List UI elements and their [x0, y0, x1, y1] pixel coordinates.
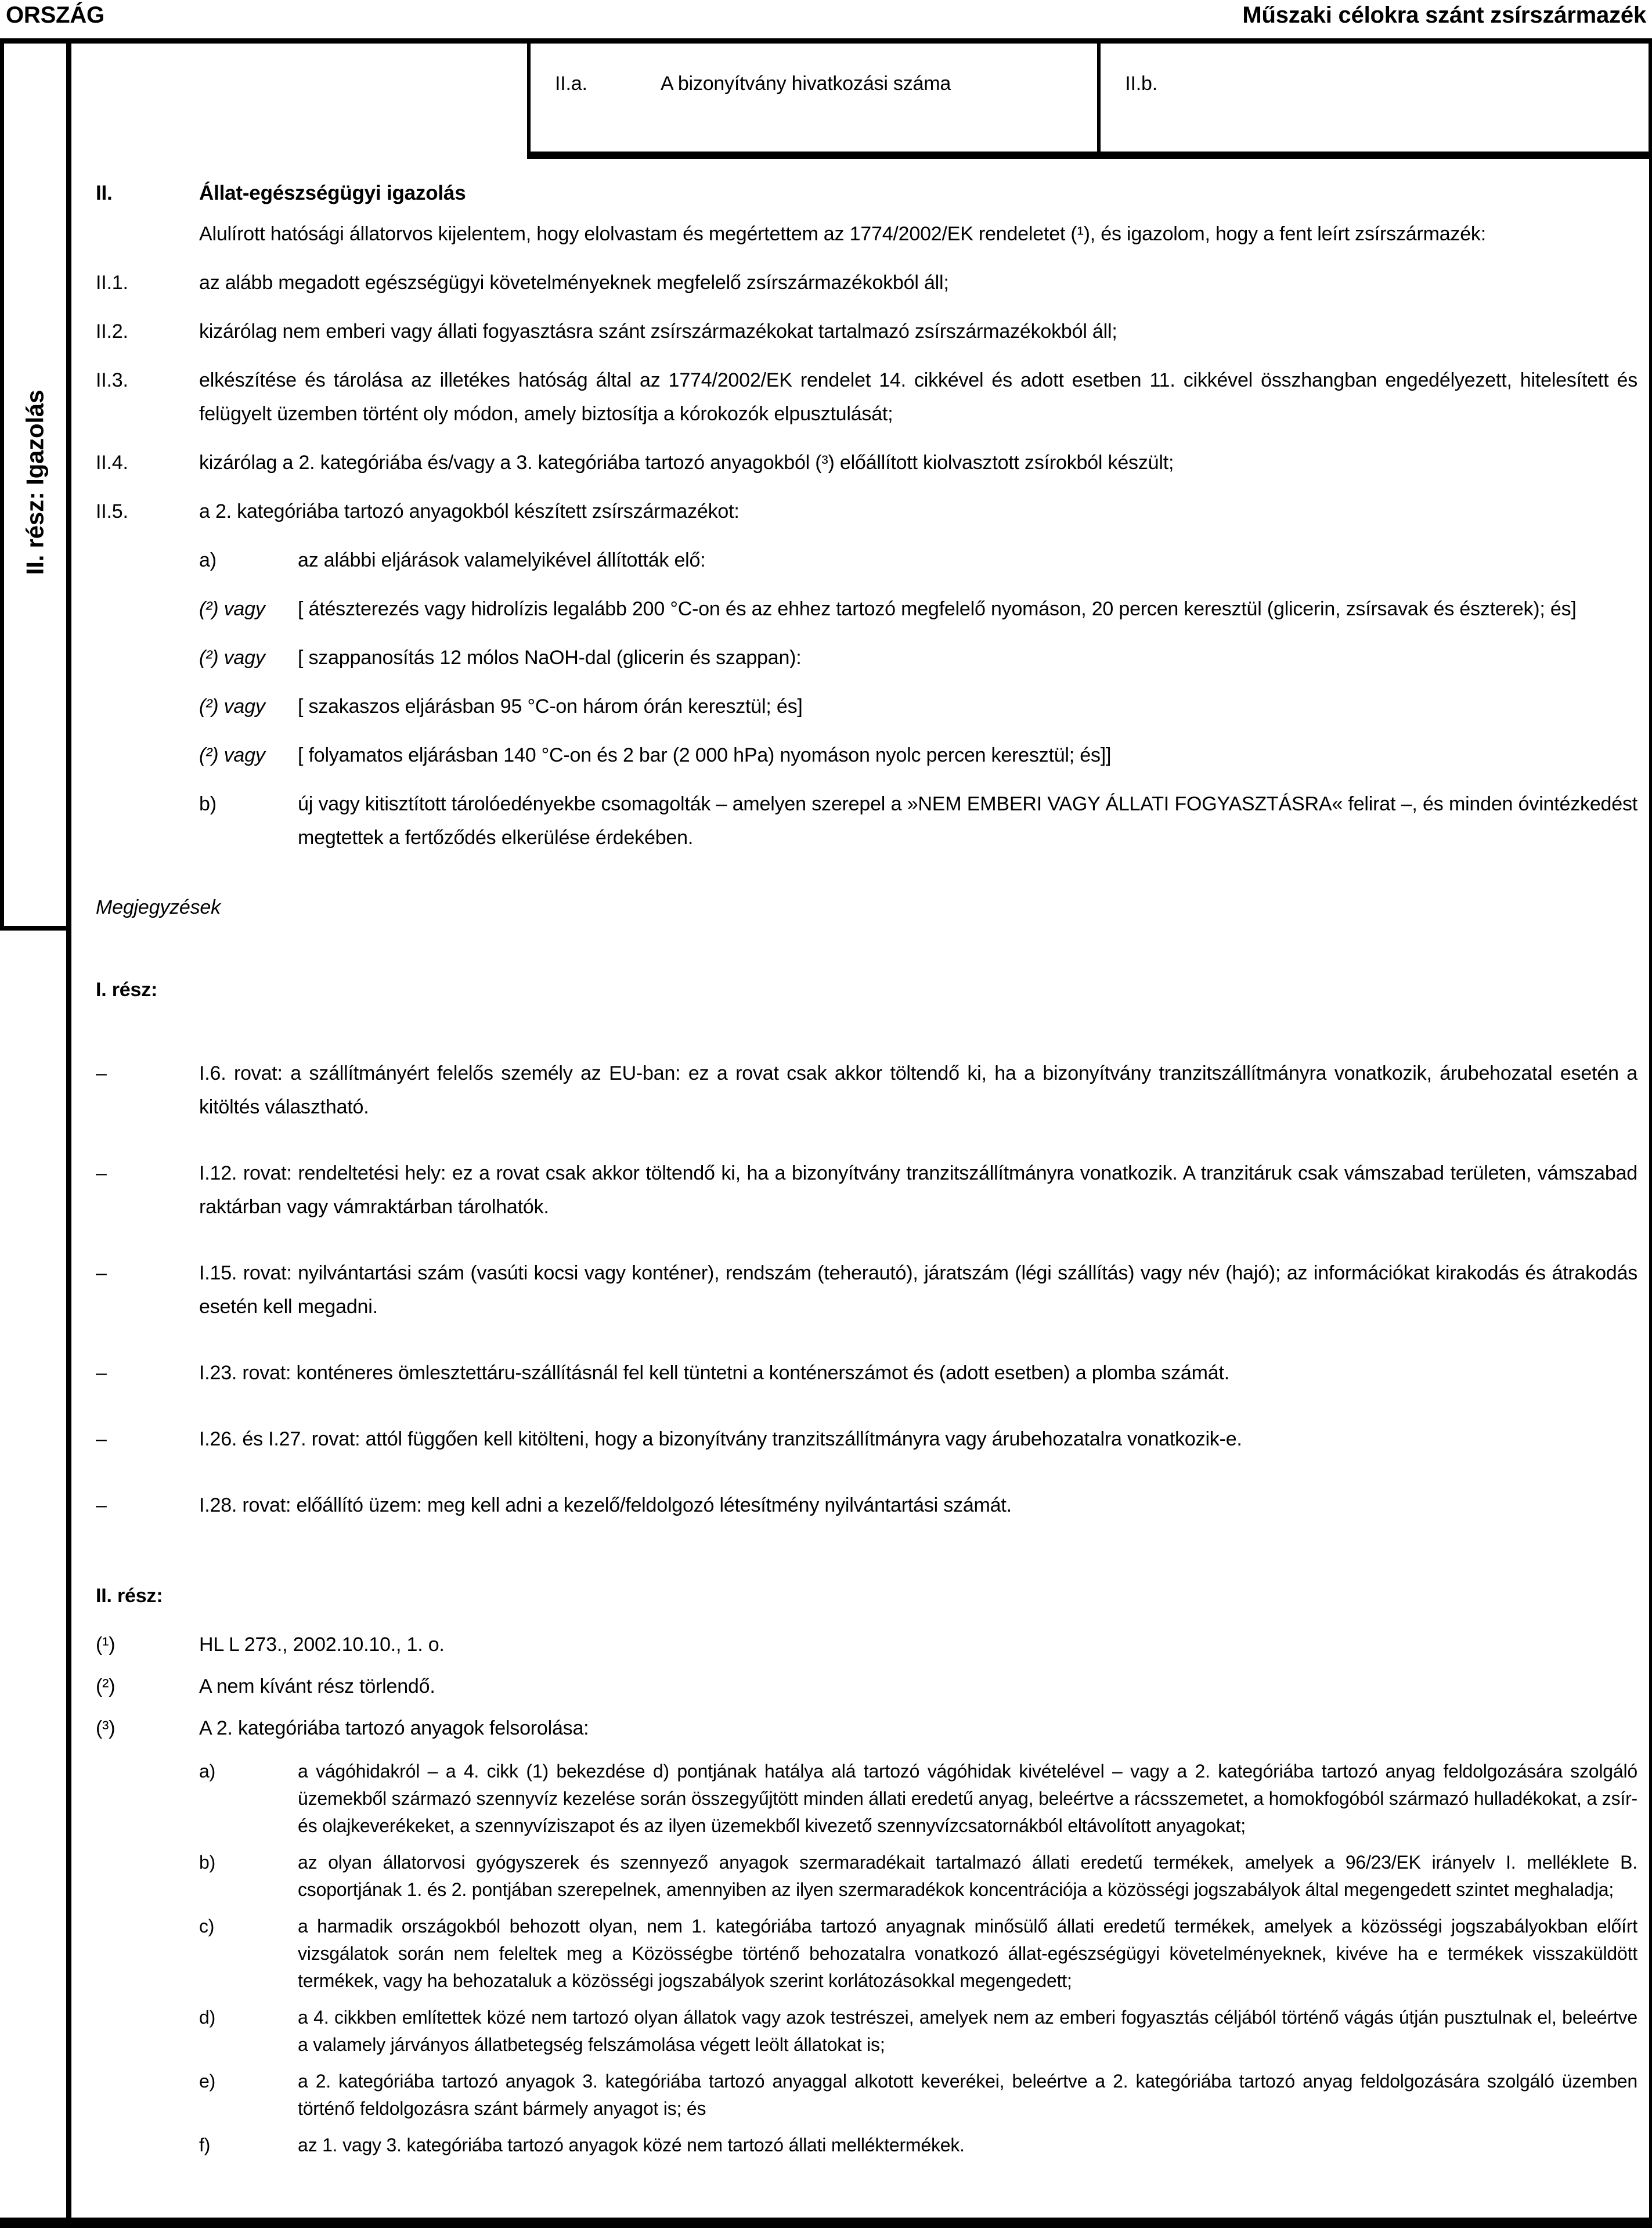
footnote-text: A nem kívánt rész törlendő.: [199, 1675, 435, 1697]
category2-item: [71, 1913, 1637, 1995]
part1-heading: I. rész:: [96, 979, 158, 1001]
note-item-text: I.15. rovat: nyilvántartási szám (vasúti kocsi vagy konténer), rendszám (teherautó), járatszám (légi szállítás) vagy név (hajó); az információkat kirakodás és átrakodás esetén kell megadni.: [199, 1262, 1637, 1318]
or-option: [71, 641, 1637, 675]
footnote-text: HL L 273., 2002.10.10., 1. o.: [199, 1634, 445, 1656]
note-item: [71, 1256, 1637, 1324]
or-option-text: [ szappanosítás 12 mólos NaOH-dal (glicerin és szappan):: [298, 647, 802, 669]
footnote: [71, 1628, 1637, 1661]
cert-item: [71, 266, 1637, 300]
note-item: [71, 1356, 1637, 1390]
footnote-marker: (³): [96, 1717, 116, 1739]
or-option-text: [ folyamatos eljárásban 140 °C-on és 2 bar (2 000 hPa) nyomáson nyolc percen keresztül; és]]: [298, 744, 1112, 766]
cert-subitem-a: [71, 543, 1637, 577]
cert-subitem-b-label: b): [199, 793, 217, 815]
ref-cell-iia: [531, 44, 1101, 152]
frame-bottom-rule: [0, 2218, 1652, 2228]
frame-left-rule: [66, 38, 71, 2228]
section-ii-number: II.: [96, 182, 113, 204]
document-title: Műszaki célokra szánt zsírszármazék: [1242, 2, 1646, 28]
sidebar-part-label: II. rész: Igazolás: [21, 390, 49, 575]
category2-item-label: a): [199, 1761, 216, 1782]
category2-item-text: az olyan állatorvosi gyógyszerek és szennyező anyagok szermaradékait tartalmazó állati eredetű termékek, amelyek a 96/23/EK irányelv I. melléklete B. csoportjának 1. és 2. pontjában szerepelnek, amennyiben az ilyen szermaradékok koncentrációja a közösségi jogszabályok által megengedett szintet meghaladja;: [298, 1852, 1637, 1900]
cert-item-text: az alább megadott egészségügyi követelményeknek megfelelő zsírszármazékokból áll;: [199, 272, 949, 294]
cert-item: [71, 315, 1637, 348]
notes-heading: Megjegyzések: [96, 896, 221, 918]
frame-right-rule: [1649, 38, 1652, 2228]
category2-item-label: e): [199, 2071, 216, 2092]
cert-item-number: II.4.: [96, 452, 128, 474]
or-option-label: (²) vagy: [199, 695, 265, 718]
cert-subitem-b-text: új vagy kitisztított tárolóedényekbe csomagolták – amelyen szerepel a »NEM EMBERI VAGY ÁLLATI FOGYASZTÁSRA« felirat –, és minden óvintézkedést megtettek a fertőződés elkerülése érdekében.: [298, 793, 1637, 849]
cert-item-number: II.5.: [96, 500, 128, 522]
footnote-marker: (¹): [96, 1634, 116, 1656]
cert-item: [71, 446, 1637, 480]
footnote-text: A 2. kategóriába tartozó anyagok felsorolása:: [199, 1717, 589, 1739]
note-item-text: I.6. rovat: a szállítmányért felelős személy az EU-ban: ez a rovat csak akkor töltendő ki, ha a bizonyítvány tranzitszállítmányra vonatkozik, árubehozatal esetén a kitöltés választható.: [199, 1062, 1637, 1118]
cert-item-number: II.1.: [96, 272, 128, 294]
or-option-label: (²) vagy: [199, 598, 265, 620]
section-ii-heading: [71, 176, 1637, 210]
cert-item-text: elkészítése és tárolása az illetékes hatóság által az 1774/2002/EK rendelet 14. cikkével és adott esetben 11. cikkével összhangban engedélyezett, hitelesített és felügyelt üzemben történt oly módon, amely biztosítja a kórokozók elpusztulását;: [199, 369, 1637, 425]
note-item: [71, 1422, 1637, 1456]
dash: –: [96, 1062, 107, 1084]
cert-item: [71, 495, 1637, 528]
ref-iib-label: II.b.: [1125, 73, 1157, 95]
ref-iia-text: A bizonyítvány hivatkozási száma: [661, 73, 951, 95]
category2-item: [71, 1849, 1637, 1903]
category2-item: [71, 1758, 1637, 1840]
or-option-label: (²) vagy: [199, 744, 265, 766]
cert-subitem-b: [71, 787, 1637, 855]
part2-heading: II. rész:: [96, 1585, 163, 1607]
or-option-text: [ átészterezés vagy hidrolízis legalább 200 °C-on és az ehhez tartozó megfelelő nyomáson, 20 percen keresztül (glicerin, zsírsavak és észterek); és]: [298, 598, 1577, 620]
dash: –: [96, 1362, 107, 1384]
category2-item-text: a 2. kategóriába tartozó anyagok 3. kategóriába tartozó anyaggal alkotott keverékei, beleértve a 2. kategóriába tartozó anyag feldolgozására szolgáló üzemben történő feldolgozásra szánt bármely anyagot is; és: [298, 2071, 1637, 2119]
category2-item-label: c): [199, 1916, 215, 1937]
note-item-text: I.23. rovat: konténeres ömlesztettáru-szállításnál fel kell tüntetni a konténerszámot és (adott esetben) a plomba számát.: [199, 1362, 1229, 1384]
dash: –: [96, 1494, 107, 1516]
or-option: [71, 690, 1637, 723]
cert-item: [71, 363, 1637, 431]
note-item: [71, 1488, 1637, 1522]
reference-number-table: [527, 38, 1652, 159]
footnote: [71, 1711, 1637, 1745]
category2-item-text: a harmadik országokból behozott olyan, nem 1. kategóriába tartozó anyagnak minősülő állati eredetű termékek, amelyek a közösségi jogszabályokban előírt vizsgálatok során nem feleltek meg a Közösségbe történő behozatalra vonatkozó állat-egészségügyi követelményeknek, kivéve ha e termékek visszaküldött termékek, vagy ha behozataluk a közösségi jogszabályok szerint korlátozásokkal megengedett;: [298, 1916, 1637, 1991]
or-option-text: [ szakaszos eljárásban 95 °C-on három órán keresztül; és]: [298, 695, 803, 718]
cert-item-text: kizárólag a 2. kategóriába és/vagy a 3. kategóriába tartozó anyagokból (³) előállított kiolvasztott zsírokból készült;: [199, 452, 1174, 474]
certification-intro-text: Alulírott hatósági állatorvos kijelentem, hogy elolvastam és megértettem az 1774/2002/EK rendeletet (¹), és igazolom, hogy a fent leírt zsírszármazék:: [199, 223, 1486, 245]
category2-item-label: d): [199, 2007, 216, 2028]
or-option: [71, 592, 1637, 626]
note-item: [71, 1156, 1637, 1224]
country-label: ORSZÁG: [6, 2, 104, 28]
category2-item: [71, 2132, 1637, 2159]
dash: –: [96, 1162, 107, 1184]
dash: –: [96, 1428, 107, 1450]
ref-iia-label: II.a.: [555, 73, 587, 95]
note-item-text: I.28. rovat: előállító üzem: meg kell adni a kezelő/feldolgozó létesítmény nyilvántartási számát.: [199, 1494, 1012, 1516]
cert-subitem-a-label: a): [199, 549, 217, 571]
category2-item-text: a vágóhidakról – a 4. cikk (1) bekezdése d) pontjának hatálya alá tartozó vágóhidak kivételével – vagy a 2. kategóriába tartozó anyag feldolgozására szolgáló üzemekből származó szennyvíz kezelése során összegyűjtött minden állati eredetű anyag, beleértve a rácsszemetet, a homokfogóból származó hulladékokat, a zsír- és olajkeverékeket, a szennyvíziszapot és az ilyen üzemekből kivezető szennyvízcsatornákból eltávolított anyagokat;: [298, 1761, 1637, 1836]
section-ii-title: Állat-egészségügyi igazolás: [199, 182, 466, 204]
cert-item-text: a 2. kategóriába tartozó anyagokból készített zsírszármazékot:: [199, 500, 740, 522]
certificate-body: [71, 159, 1646, 2214]
or-option-label: (²) vagy: [199, 647, 265, 669]
dash: –: [96, 1262, 107, 1284]
footnote-marker: (²): [96, 1675, 116, 1697]
category2-item: [71, 2068, 1637, 2122]
category2-item-text: a 4. cikkben említettek közé nem tartozó olyan állatok vagy azok testrészei, amelyek nem az emberi fogyasztás céljából történő vágás útján pusztulnak el, beleértve a valamely járványos állatbetegség felszámolása végett leölt állatokat is;: [298, 2007, 1637, 2055]
certification-intro: [71, 217, 1637, 251]
category2-item: [71, 2004, 1637, 2058]
cert-item-text: kizárólag nem emberi vagy állati fogyasztásra szánt zsírszármazékokat tartalmazó zsírszármazékokból áll;: [199, 320, 1117, 343]
ref-cell-iib: [1101, 44, 1649, 152]
footnote: [71, 1670, 1637, 1703]
or-option: [71, 738, 1637, 772]
category2-item-text: az 1. vagy 3. kategóriába tartozó anyagok közé nem tartozó állati melléktermékek.: [298, 2135, 965, 2155]
category2-item-label: b): [199, 1852, 216, 1873]
note-item-text: I.26. és I.27. rovat: attól függően kell kitölteni, hogy a bizonyítvány tranzitszállítmányra vagy árubehozatalra vonatkozik-e.: [199, 1428, 1242, 1450]
page-header: [6, 2, 1646, 28]
cert-item-number: II.2.: [96, 320, 128, 343]
cert-subitem-a-text: az alábbi eljárások valamelyikével állították elő:: [298, 549, 706, 571]
part-ii-sidebar: [0, 38, 66, 931]
note-item-text: I.12. rovat: rendeltetési hely: ez a rovat csak akkor töltendő ki, ha a bizonyítvány tranzitszállítmányra vonatkozik. A tranzitáruk csak vámszabad területen, vámszabad raktárban vagy vámraktárban tárolhatók.: [199, 1162, 1637, 1218]
category2-item-label: f): [199, 2135, 211, 2155]
note-item: [71, 1057, 1637, 1124]
cert-item-number: II.3.: [96, 369, 128, 391]
